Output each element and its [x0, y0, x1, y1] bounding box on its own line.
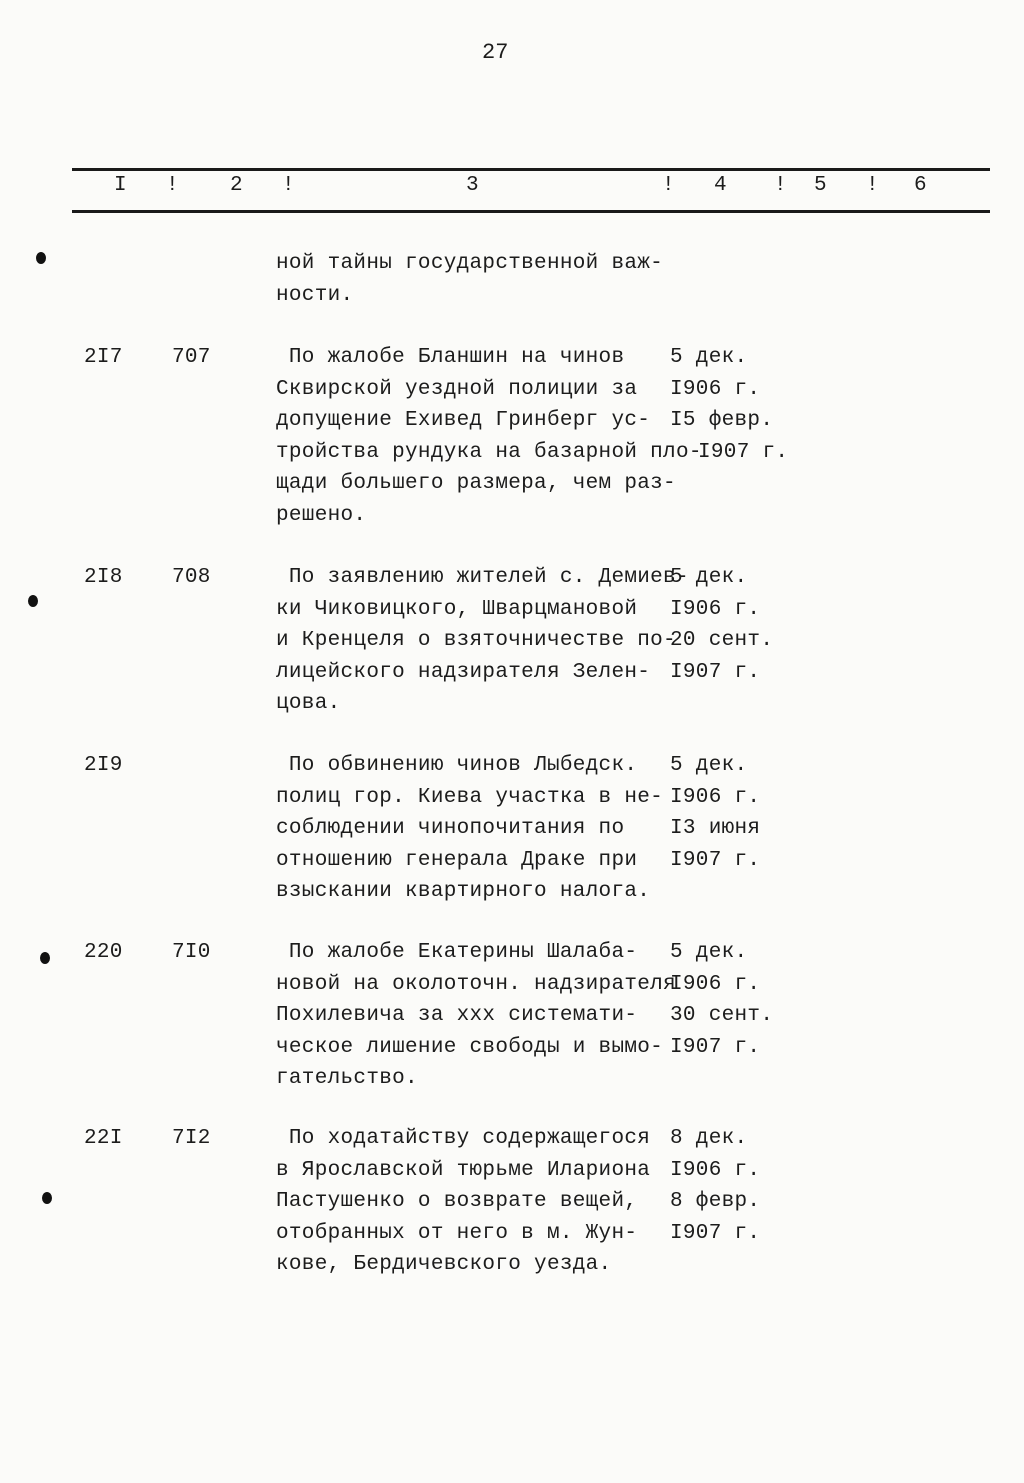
continuation-line: ности.	[276, 283, 354, 307]
case-number: 7I0	[172, 941, 211, 964]
entry-date: I907 г.	[670, 1035, 761, 1059]
col-header-5: 5	[814, 174, 827, 197]
entry-date: I907 г.	[670, 848, 761, 872]
entry-text-line: полиц гор. Киева участка в не-	[276, 785, 664, 809]
entry-text-line: ческое лишение свободы и вымо-	[276, 1035, 664, 1059]
entry-number: 2I8	[84, 566, 123, 589]
entry-text-line: Похилевича за xxx системати-	[276, 1004, 638, 1027]
entry-text-line: гательство.	[276, 1067, 418, 1090]
entry-number: 2I7	[84, 346, 123, 369]
entry-text-line: Пастушенко о возврате вещей,	[276, 1190, 638, 1213]
entry-text-line: взыскании квартирного налога.	[276, 880, 651, 903]
col-separator: !	[166, 174, 179, 197]
entry-date: 20 сент.	[670, 629, 774, 652]
entry-text-line: По ходатайству содержащегося	[276, 1127, 651, 1150]
entry-date: 5 дек.	[670, 566, 748, 589]
page-number: 27	[482, 40, 509, 65]
punch-hole-mark	[36, 252, 46, 264]
entry-date: I906 г.	[670, 377, 761, 401]
entry-date: I907 г.	[698, 440, 789, 464]
col-separator: !	[774, 174, 787, 197]
col-header-1: I	[114, 174, 127, 197]
entry-date: I907 г.	[670, 660, 761, 684]
entry-text-line: отобранных от него в м. Жун-	[276, 1221, 638, 1245]
col-header-3: 3	[466, 174, 479, 197]
entry-text-line: По обвинению чинов Лыбедск.	[276, 754, 638, 777]
entry-text-line: допущение Ехивед Гринберг ус-	[276, 409, 651, 432]
entry-date: I906 г.	[670, 972, 761, 996]
entry-date: I907 г.	[670, 1221, 761, 1245]
punch-hole-mark	[40, 952, 50, 964]
col-separator: !	[866, 174, 879, 197]
entry-date: I906 г.	[670, 597, 761, 621]
entry-text-line: щади большего размера, чем раз-	[276, 472, 676, 495]
entry-text-line: решено.	[276, 503, 367, 527]
case-number: 7I2	[172, 1127, 211, 1150]
col-separator: !	[662, 174, 675, 197]
entry-number: 22I	[84, 1127, 123, 1150]
entry-text-line: соблюдении чинопочитания по	[276, 817, 625, 840]
entry-date: I3 июня	[670, 817, 761, 840]
table-header-bottom-rule	[72, 210, 990, 213]
entry-text-line: тройства рундука на базарной пло-	[276, 440, 702, 464]
entry-text-line: отношению генерала Драке при	[276, 848, 638, 872]
table-header-top-rule	[72, 168, 990, 171]
entry-text-line: По жалобе Екатерины Шалаба-	[276, 941, 638, 964]
punch-hole-mark	[42, 1192, 52, 1204]
entry-text-line: По жалобе Бланшин на чинов	[276, 346, 625, 369]
entry-text-line: По заявлению жителей с. Демиев-	[276, 566, 689, 589]
entry-text-line: лицейского надзирателя Зелен-	[276, 660, 651, 684]
entry-date: I906 г.	[670, 785, 761, 809]
entry-date: 5 дек.	[670, 941, 748, 964]
entry-number: 2I9	[84, 754, 123, 777]
entry-text-line: ки Чиковицкого, Шварцмановой	[276, 597, 638, 621]
entry-text-line: Сквирской уездной полиции за	[276, 377, 638, 401]
entry-text-line: новой на околоточн. надзирателя	[276, 972, 676, 996]
case-number: 708	[172, 566, 211, 589]
col-header-2: 2	[230, 174, 243, 197]
col-header-6: 6	[914, 174, 927, 197]
entry-text-line: кове, Бердичевского уезда.	[276, 1253, 612, 1276]
entry-text-line: и Кренцеля о взяточничестве по-	[276, 629, 676, 652]
entry-number: 220	[84, 941, 123, 964]
entry-date: 5 дек.	[670, 754, 748, 777]
entry-date: 5 дек.	[670, 346, 748, 369]
punch-hole-mark	[28, 595, 38, 607]
entry-text-line: в Ярославской тюрьме Илариона	[276, 1158, 651, 1182]
col-header-4: 4	[714, 174, 727, 197]
entry-date: I5 февр.	[670, 409, 774, 432]
case-number: 707	[172, 346, 211, 369]
entry-date: 8 февр.	[670, 1190, 761, 1213]
entry-date: 30 сент.	[670, 1004, 774, 1027]
entry-date: 8 дек.	[670, 1127, 748, 1150]
continuation-line: ной тайны государственной важ-	[276, 252, 664, 275]
entry-text-line: цова.	[276, 692, 341, 715]
col-separator: !	[282, 174, 295, 197]
entry-date: I906 г.	[670, 1158, 761, 1182]
